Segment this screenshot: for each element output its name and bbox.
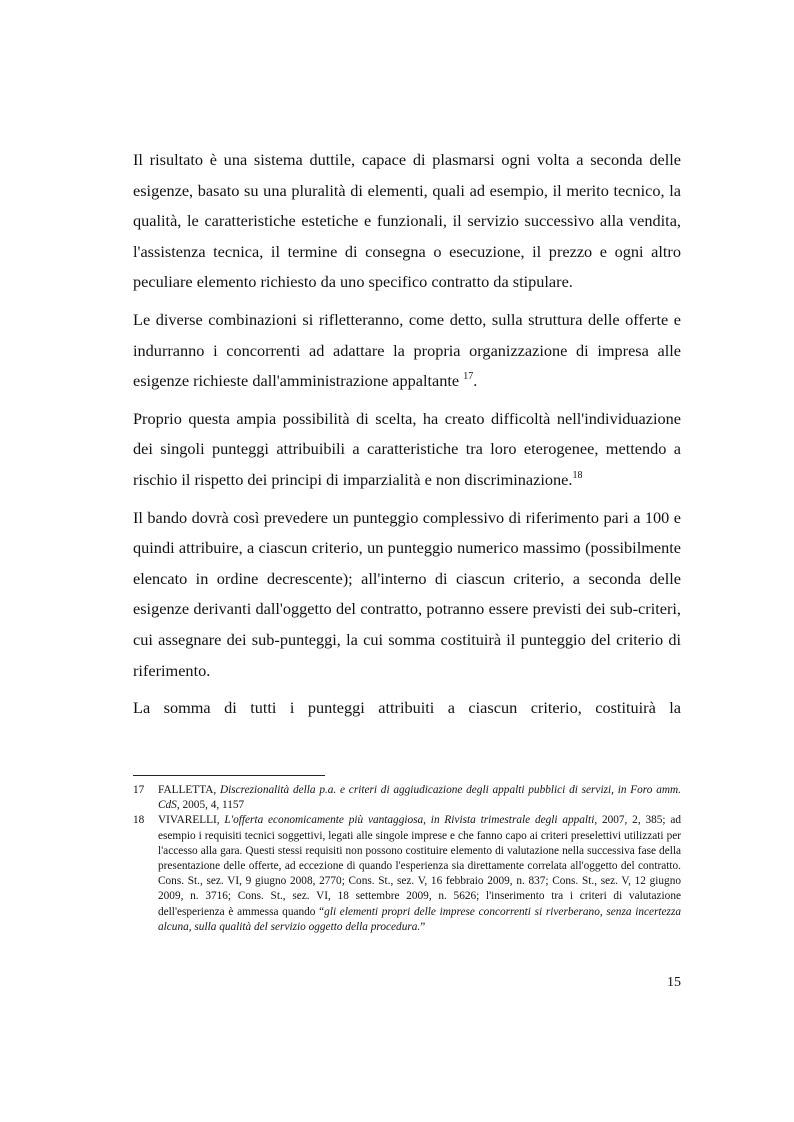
paragraph-3: Proprio questa ampia possibilità di scelta, ha creato difficoltà nell'individuazione dei singoli punteggi attribuibili a caratteristiche tra loro eterogenee, mettendo a rischio il rispetto dei principi di imparzialità e non discriminazione.$^{18}$: [133, 408, 681, 489]
footnote-quote: gli elementi propri delle imprese concorrenti si riverberano, senza incertezza alcuna, sulla qualità del servizio oggetto della procedura.: [158, 905, 681, 933]
footnote-title: Discrezionalità della p.a. e criteri di aggiudicazione degli appalti pubblici di servizi, in Foro amm. CdS: [158, 784, 681, 812]
paragraph-4: Il bando dovrà così prevedere un punteggio complessivo di riferimento pari a 100 e quindi attribuire, a ciascun criterio, un punteggio numerico massimo (possibilmente elencato in ordine decrescente); all'interno di ciascun criterio, a seconda delle esigenze derivanti dall'oggetto del contratto, potranno essere previsti dei sub-criteri, cui assegnare dei sub-punteggi, la cui somma costituirà il punteggio del criterio di riferimento.: [133, 507, 681, 680]
footnote-number: 17: [133, 784, 145, 796]
body-text: [133, 145, 681, 731]
footnote-quote-close: ”: [420, 920, 426, 933]
footnote-18: [133, 813, 681, 935]
footnote-ref-18[interactable]: 18: [572, 469, 583, 481]
footnote-citation: , 2007, 2, 385; ad esempio i requisiti tecnici soggettivi, legati alle singole imprese e che fanno capo ai criteri preselettivi utilizzati per l'accesso alla gara. Questi stessi requisiti non possono costituire elemento di valutazione nella successiva fase della presentazione delle offerte, ad eccezione di quando l'esperienza sia direttamente correlata all'oggetto del contratto. Cons. St., sez. VI, 9 giugno 2008, 2770; Cons. St., sez. V, 16 febbraio 2009, n. 837; Cons. St., sez. V, 12 giugno 2009, n. 3716; Cons. St., sez. VI, 18 settembre 2009, n. 5626; l'inserimento tra i criteri di valutazione dell'esperienza è ammessa quando “: [158, 814, 681, 918]
paragraph-1: Il risultato è una sistema duttile, capace di plasmarsi ogni volta a seconda delle esigenze, basato su una pluralità di elementi, quali ad esempio, il merito tecnico, la qualità, le caratteristiche estetiche e funzionali, il servizio successivo alla vendita, l'assistenza tecnica, il termine di consegna o esecuzione, il prezzo e ogni altro peculiare elemento richiesto da uno specifico contratto da stipulare.: [133, 150, 681, 292]
footnote-ref-17[interactable]: 17: [463, 370, 474, 382]
footnote-author: VIVARELLI,: [158, 814, 225, 827]
paragraph-2: Le diverse combinazioni si rifletteranno, come detto, sulla struttura delle offerte e indurranno i concorrenti ad adattare la propria organizzazione di impresa alle esigenze richieste dall'amministrazione appaltante $^{17}$.: [133, 309, 681, 391]
footnote-title: L'offerta economicamente più vantaggiosa, in Rivista trimestrale degli appalti: [224, 814, 595, 827]
footnote-citation: , 2005, 4, 1157: [176, 799, 245, 812]
page-number: 15: [667, 975, 681, 990]
footnote-separator: [133, 775, 325, 776]
paragraph-5: La somma di tutti i punteggi attribuiti a ciascun criterio, costituirà la: [133, 698, 681, 718]
footnote-number: 18: [133, 814, 145, 827]
footnote-author: FALLETTA,: [158, 784, 220, 796]
footnotes: [133, 783, 681, 935]
footnote-17: [133, 783, 681, 813]
